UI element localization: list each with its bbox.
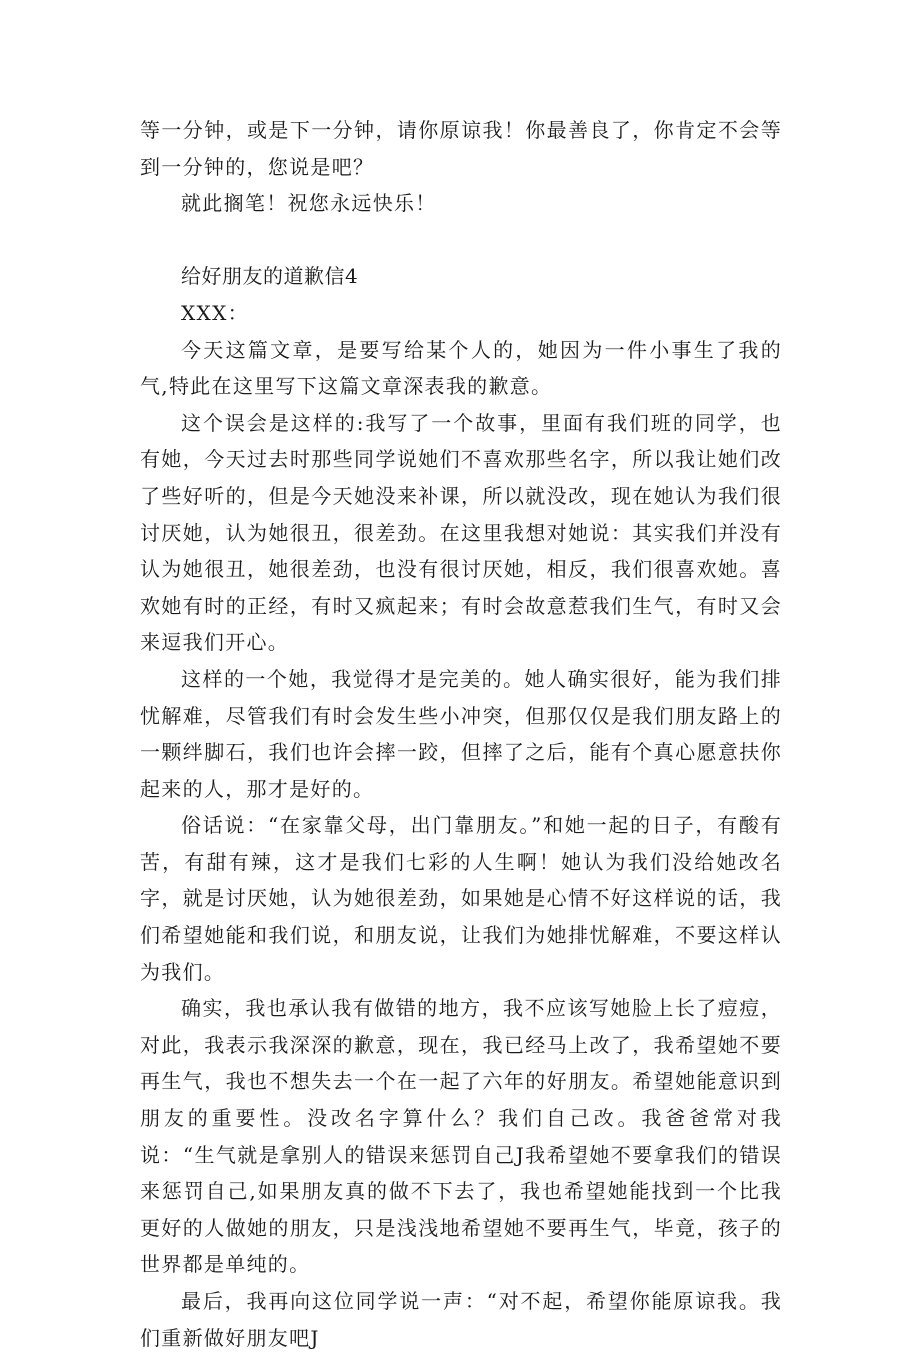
letter-paragraph: 今天这篇文章，是要写给某个人的，她因为一件小事生了我的气,特此在这里写下这篇文章深表我的歉意。 — [140, 337, 782, 399]
document-body — [140, 112, 782, 1356]
letter-paragraph: 确实，我也承认我有做错的地方，我不应该写她脸上长了痘痘，对此，我表示我深深的歉意，现在，我已经马上改了，我希望她不要再生气，我也不想失去一个在一起了六年的好朋友。希望她能意识到朋友的重要性。没改名字算什么？我们自己改。我爸爸常对我说：“生气就是拿别人的错误来惩罚自己J我希望她不要拿我们的错误来惩罚自己,如果朋友真的做不下去了，我也希望她能找到一个比我更好的人做她的朋友，只是浅浅地希望她不要再生气，毕竟，孩子的世界都是单纯的。 — [140, 996, 782, 1277]
letter-paragraph: 最后，我再向这位同学说一声：“对不起，希望你能原谅我。我们重新做好朋友吧J — [140, 1289, 782, 1350]
letter-paragraph: 这个误会是这样的:我写了一个故事，里面有我们班的同学，也有她，今天过去时那些同学说她们不喜欢那些名字，所以我让她们改了些好听的，但是今天她没来补课，所以就没改，现在她认为我们很讨厌她，认为她很丑，很差劲。在这里我想对她说：其实我们并没有认为她很丑，她很差劲，也没有很讨厌她，相反，我们很喜欢她。喜欢她有时的正经，有时又疯起来；有时会故意惹我们生气，有时又会来逗我们开心。 — [140, 410, 782, 655]
closing-line: 就此搁笔！祝您永远快乐！ — [181, 191, 437, 216]
section-gap — [140, 222, 782, 259]
letter-paragraph: 这样的一个她，我觉得才是完美的。她人确实很好，能为我们排忧解难，尽管我们有时会发生些小冲突，但那仅仅是我们朋友路上的一颗绊脚石，我们也许会摔一跤，但摔了之后，能有个真心愿意扶你起来的人，那才是好的。 — [140, 666, 782, 801]
letter-paragraph: 俗话说：“在家靠父母，出门靠朋友。”和她一起的日子，有酸有苦，有甜有辣，这才是我们七彩的人生啊！她认为我们没给她改名字，就是讨厌她，认为她很差劲，如果她是心情不好这样说的话，我们希望她能和我们说，和朋友说，让我们为她排忧解难，不要这样认为我们。 — [140, 813, 782, 984]
letter-salutation: XXX： — [181, 300, 249, 325]
continuation-paragraph: 等一分钟，或是下一分钟，请你原谅我！你最善良了，你肯定不会等到一分钟的，您说是吧？ — [140, 118, 782, 179]
letter-title: 给好朋友的道歉信4 — [181, 264, 359, 289]
